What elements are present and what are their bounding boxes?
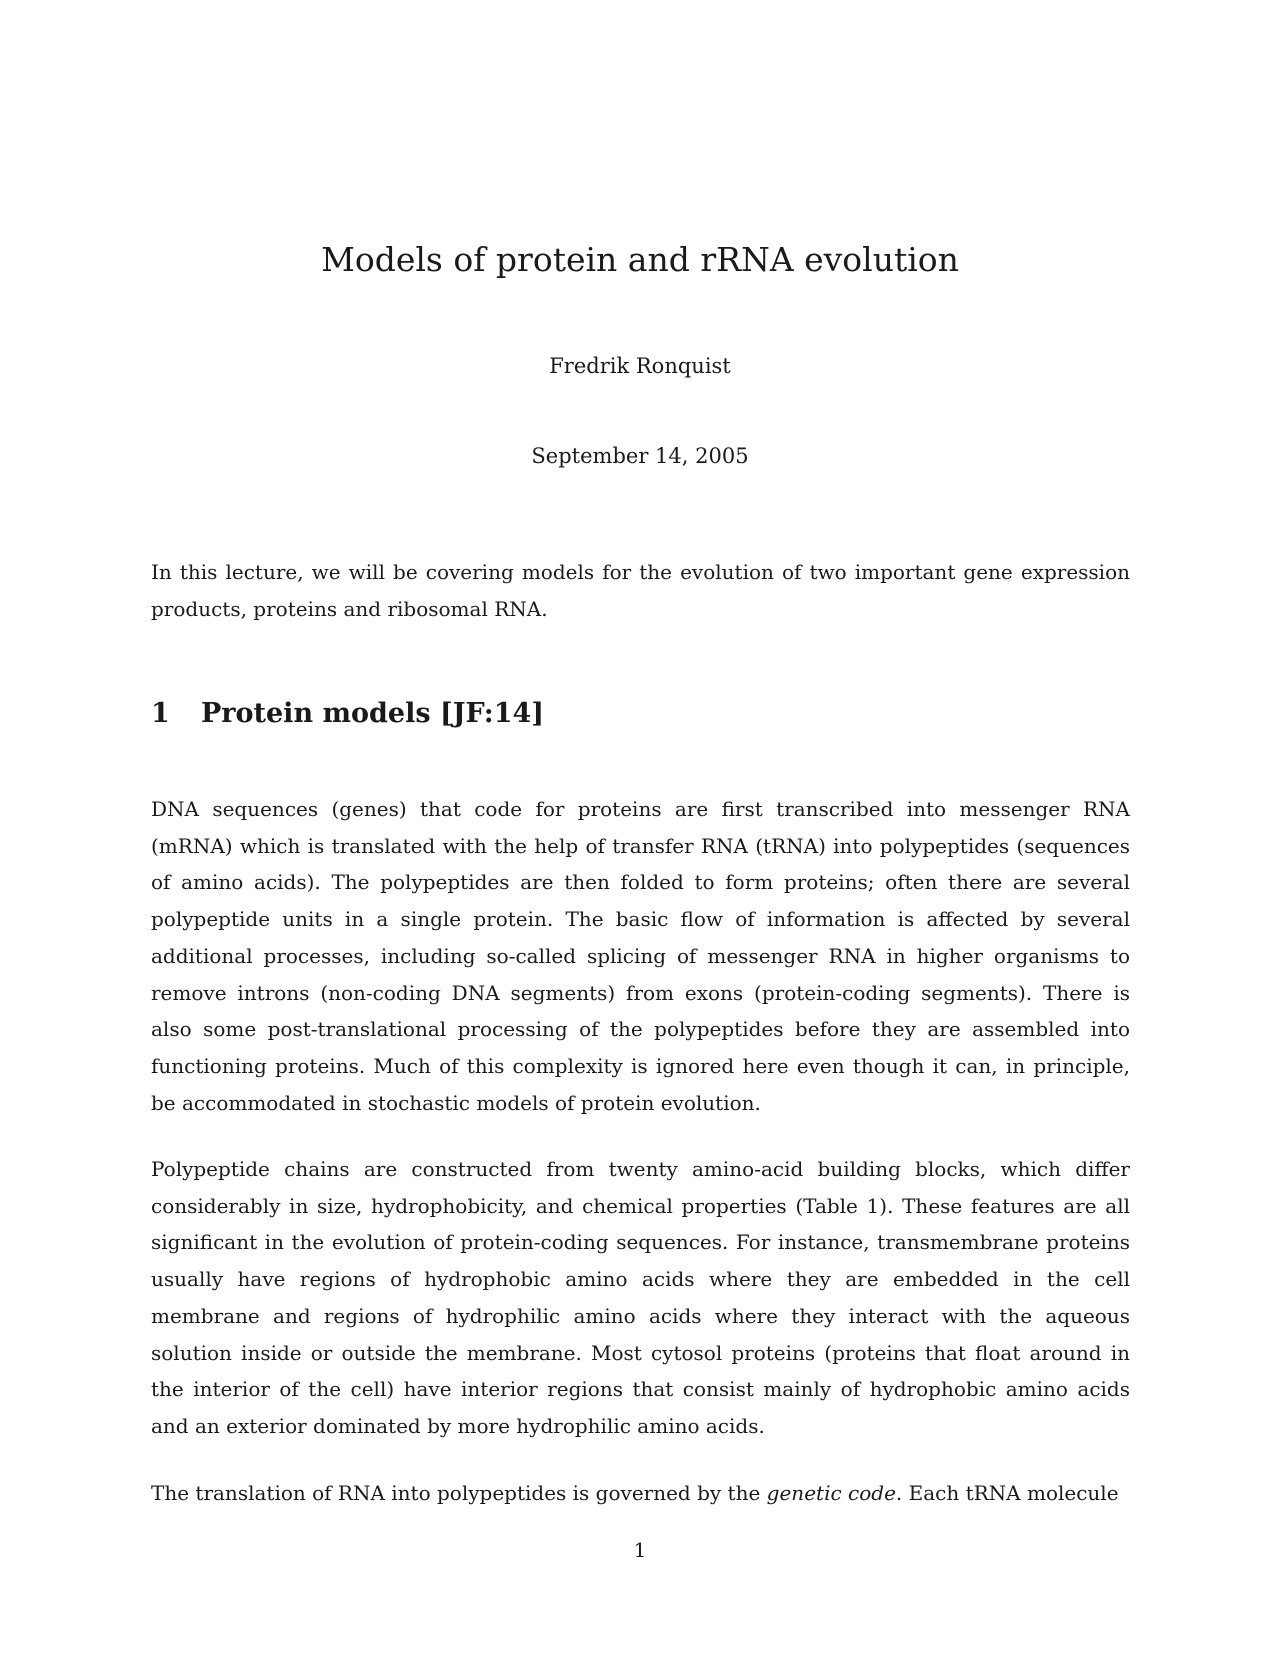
paragraph-3-text-start: The translation of RNA into polypeptides is governed by the bbox=[151, 1481, 767, 1505]
body-paragraph-3 bbox=[151, 1475, 1130, 1512]
intro-paragraph: In this lecture, we will be covering models for the evolution of two important gene expression products, proteins and ribosomal RNA. bbox=[151, 560, 1130, 621]
page-number: 1 bbox=[633, 1538, 647, 1562]
section-number: 1 bbox=[151, 698, 170, 729]
body-paragraph-2: Polypeptide chains are constructed from twenty amino-acid building blocks, which differ considerably in size, hydrophobicity, and chemical properties (Table 1). These features are all significant in the evolution of protein-coding sequences. For instance, transmembrane proteins usually have regions of hydrophobic amino acids where they are embedded in the cell membrane and regions of hydrophilic amino acids where they interact with the aqueous solution inside or outside the membrane. Most cytosol proteins (proteins that float around in the interior of the cell) have interior regions that consist mainly of hydrophobic amino acids and an exterior dominated by more hydrophilic amino acids. bbox=[151, 1157, 1130, 1438]
emphasized-term: genetic code bbox=[766, 1481, 896, 1505]
body-paragraph-1: DNA sequences (genes) that code for proteins are first transcribed into messenger RNA (mRNA) which is translated with the help of transfer RNA (tRNA) into polypeptides (sequences of amino acids). The polypeptides are then folded to form proteins; often there are several polypeptide units in a single protein. The basic flow of information is affected by several additional processes, including so-called splicing of messenger RNA in higher organisms to remove introns (non-coding DNA segments) from exons (protein-coding segments). There is also some post-translational processing of the polypeptides before they are assembled into functioning proteins. Much of this complexity is ignored here even though it can, in principle, be accommodated in stochastic models of protein evolution. bbox=[151, 797, 1130, 1115]
section-title: Protein models [JF:14] bbox=[201, 698, 545, 729]
author-name: Fredrik Ronquist bbox=[549, 354, 731, 378]
publication-date: September 14, 2005 bbox=[531, 444, 749, 468]
paper-title: Models of protein and rRNA evolution bbox=[321, 240, 959, 279]
paragraph-3-text-end: . Each tRNA molecule bbox=[895, 1481, 1119, 1505]
section-heading bbox=[151, 697, 544, 731]
